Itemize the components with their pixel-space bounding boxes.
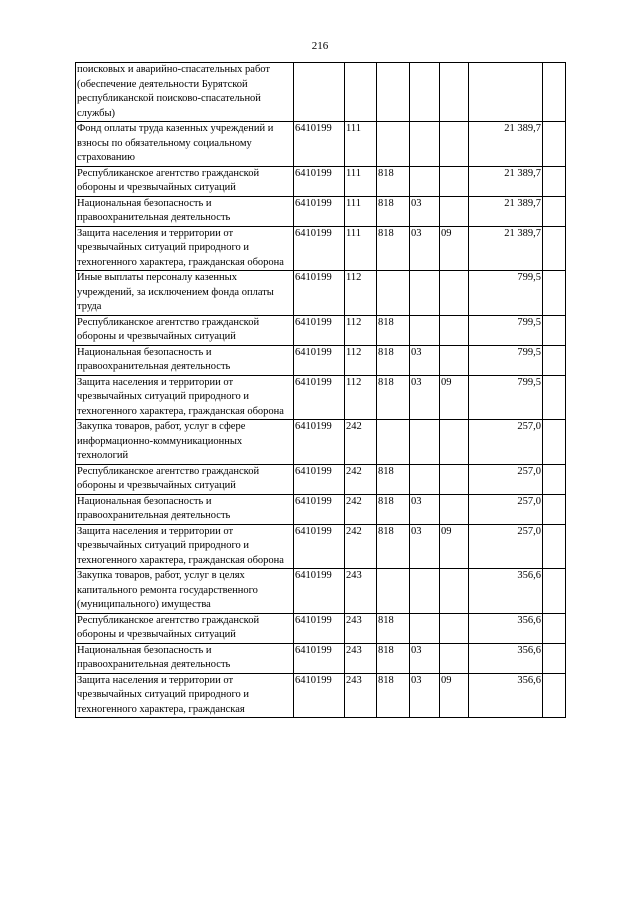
cell-administrator (377, 271, 410, 316)
cell-target-article: 6410199 (294, 315, 345, 345)
cell-target-article: 6410199 (294, 122, 345, 167)
cell-expense-type: 242 (345, 420, 377, 465)
cell-empty (543, 643, 566, 673)
cell-expense-type: 111 (345, 196, 377, 226)
table-row (76, 166, 566, 196)
cell-expense-type: 112 (345, 271, 377, 316)
cell-name: Защита населения и территории от чрезвычайных ситуаций природного и техногенного характера, гражданская оборона (76, 226, 294, 271)
cell-amount: 799,5 (469, 271, 543, 316)
cell-empty (543, 524, 566, 569)
cell-expense-type: 243 (345, 613, 377, 643)
table-row (76, 122, 566, 167)
cell-name: Республиканское агентство гражданской обороны и чрезвычайных ситуаций (76, 464, 294, 494)
cell-section: 03 (410, 673, 440, 718)
cell-name: Республиканское агентство гражданской обороны и чрезвычайных ситуаций (76, 613, 294, 643)
cell-empty (543, 420, 566, 465)
cell-target-article: 6410199 (294, 271, 345, 316)
table-row (76, 643, 566, 673)
cell-expense-type: 111 (345, 122, 377, 167)
cell-administrator: 818 (377, 315, 410, 345)
cell-target-article: 6410199 (294, 464, 345, 494)
cell-empty (543, 613, 566, 643)
cell-name: Защита населения и территории от чрезвычайных ситуаций природного и техногенного характера, гражданская оборона (76, 375, 294, 420)
cell-target-article: 6410199 (294, 196, 345, 226)
cell-name: Защита населения и территории от чрезвычайных ситуаций природного и техногенного характера, гражданская оборона (76, 524, 294, 569)
cell-section (410, 122, 440, 167)
cell-empty (543, 315, 566, 345)
table-row (76, 63, 566, 122)
cell-administrator: 818 (377, 643, 410, 673)
cell-name: Закупка товаров, работ, услуг в сфере информационно-коммуникационных технологий (76, 420, 294, 465)
cell-target-article: 6410199 (294, 524, 345, 569)
cell-amount: 257,0 (469, 524, 543, 569)
cell-section (410, 420, 440, 465)
cell-section (410, 166, 440, 196)
cell-administrator: 818 (377, 673, 410, 718)
table-row (76, 524, 566, 569)
cell-subsection (440, 196, 469, 226)
cell-expense-type: 111 (345, 166, 377, 196)
cell-subsection (440, 315, 469, 345)
cell-amount: 356,6 (469, 613, 543, 643)
cell-subsection (440, 345, 469, 375)
cell-empty (543, 166, 566, 196)
table-row (76, 464, 566, 494)
table-row (76, 613, 566, 643)
cell-subsection (440, 420, 469, 465)
cell-name: поисковых и аварийно-спасательных работ (обеспечение деятельности Бурятской республиканской поисково-спасательной службы) (76, 63, 294, 122)
cell-empty (543, 673, 566, 718)
cell-expense-type: 242 (345, 494, 377, 524)
cell-administrator (377, 569, 410, 614)
cell-expense-type: 243 (345, 569, 377, 614)
cell-subsection: 09 (440, 375, 469, 420)
cell-administrator (377, 420, 410, 465)
budget-table (75, 62, 566, 718)
cell-section: 03 (410, 226, 440, 271)
cell-empty (543, 375, 566, 420)
cell-empty (543, 494, 566, 524)
cell-amount: 799,5 (469, 375, 543, 420)
cell-subsection: 09 (440, 524, 469, 569)
cell-section: 03 (410, 196, 440, 226)
cell-target-article: 6410199 (294, 643, 345, 673)
cell-target-article: 6410199 (294, 420, 345, 465)
cell-subsection (440, 643, 469, 673)
cell-subsection (440, 569, 469, 614)
cell-section: 03 (410, 643, 440, 673)
cell-amount: 21 389,7 (469, 226, 543, 271)
cell-name: Республиканское агентство гражданской обороны и чрезвычайных ситуаций (76, 315, 294, 345)
cell-name: Национальная безопасность и правоохранительная деятельность (76, 494, 294, 524)
cell-amount: 356,6 (469, 569, 543, 614)
cell-name: Национальная безопасность и правоохранительная деятельность (76, 345, 294, 375)
cell-target-article: 6410199 (294, 345, 345, 375)
cell-target-article: 6410199 (294, 569, 345, 614)
cell-subsection (440, 271, 469, 316)
cell-section (410, 63, 440, 122)
cell-administrator: 818 (377, 494, 410, 524)
cell-section: 03 (410, 494, 440, 524)
cell-subsection (440, 122, 469, 167)
cell-target-article: 6410199 (294, 375, 345, 420)
cell-expense-type: 243 (345, 643, 377, 673)
table-row (76, 226, 566, 271)
cell-amount: 257,0 (469, 494, 543, 524)
cell-name: Национальная безопасность и правоохранительная деятельность (76, 643, 294, 673)
cell-amount: 356,6 (469, 643, 543, 673)
cell-section: 03 (410, 345, 440, 375)
cell-administrator: 818 (377, 524, 410, 569)
table-row (76, 494, 566, 524)
cell-target-article: 6410199 (294, 166, 345, 196)
cell-amount (469, 63, 543, 122)
cell-section (410, 464, 440, 494)
cell-name: Закупка товаров, работ, услуг в целях капитального ремонта государственного (муниципального) имущества (76, 569, 294, 614)
cell-empty (543, 122, 566, 167)
cell-expense-type: 242 (345, 524, 377, 569)
cell-target-article: 6410199 (294, 613, 345, 643)
cell-subsection (440, 613, 469, 643)
cell-name: Фонд оплаты труда казенных учреждений и взносы по обязательному социальному страхованию (76, 122, 294, 167)
cell-section: 03 (410, 375, 440, 420)
cell-expense-type: 112 (345, 345, 377, 375)
budget-table-body (76, 63, 566, 718)
cell-section (410, 613, 440, 643)
cell-subsection (440, 494, 469, 524)
cell-amount: 21 389,7 (469, 122, 543, 167)
cell-name: Иные выплаты персоналу казенных учреждений, за исключением фонда оплаты труда (76, 271, 294, 316)
cell-administrator: 818 (377, 226, 410, 271)
cell-empty (543, 345, 566, 375)
cell-amount: 257,0 (469, 420, 543, 465)
cell-administrator: 818 (377, 464, 410, 494)
table-row (76, 375, 566, 420)
cell-section (410, 315, 440, 345)
cell-empty (543, 226, 566, 271)
cell-subsection: 09 (440, 673, 469, 718)
cell-target-article (294, 63, 345, 122)
table-row (76, 569, 566, 614)
cell-subsection: 09 (440, 226, 469, 271)
cell-empty (543, 569, 566, 614)
cell-amount: 799,5 (469, 315, 543, 345)
cell-amount: 21 389,7 (469, 166, 543, 196)
cell-target-article: 6410199 (294, 673, 345, 718)
cell-administrator (377, 63, 410, 122)
table-row (76, 673, 566, 718)
cell-amount: 799,5 (469, 345, 543, 375)
cell-expense-type: 111 (345, 226, 377, 271)
cell-empty (543, 63, 566, 122)
cell-subsection (440, 63, 469, 122)
cell-administrator (377, 122, 410, 167)
cell-section (410, 569, 440, 614)
page-number: 216 (311, 40, 329, 52)
cell-expense-type: 242 (345, 464, 377, 494)
table-row (76, 345, 566, 375)
table-row (76, 420, 566, 465)
cell-administrator: 818 (377, 345, 410, 375)
table-row (76, 315, 566, 345)
cell-administrator: 818 (377, 375, 410, 420)
cell-amount: 21 389,7 (469, 196, 543, 226)
cell-target-article: 6410199 (294, 494, 345, 524)
cell-expense-type: 112 (345, 315, 377, 345)
cell-name: Республиканское агентство гражданской обороны и чрезвычайных ситуаций (76, 166, 294, 196)
table-row (76, 196, 566, 226)
cell-expense-type (345, 63, 377, 122)
cell-name: Защита населения и территории от чрезвычайных ситуаций природного и техногенного характера, гражданская (76, 673, 294, 718)
cell-administrator: 818 (377, 196, 410, 226)
cell-subsection (440, 464, 469, 494)
cell-empty (543, 464, 566, 494)
cell-subsection (440, 166, 469, 196)
cell-amount: 356,6 (469, 673, 543, 718)
cell-administrator: 818 (377, 166, 410, 196)
cell-section (410, 271, 440, 316)
cell-administrator: 818 (377, 613, 410, 643)
cell-expense-type: 112 (345, 375, 377, 420)
cell-name: Национальная безопасность и правоохранительная деятельность (76, 196, 294, 226)
cell-empty (543, 271, 566, 316)
cell-expense-type: 243 (345, 673, 377, 718)
cell-empty (543, 196, 566, 226)
cell-target-article: 6410199 (294, 226, 345, 271)
cell-amount: 257,0 (469, 464, 543, 494)
table-row (76, 271, 566, 316)
cell-section: 03 (410, 524, 440, 569)
